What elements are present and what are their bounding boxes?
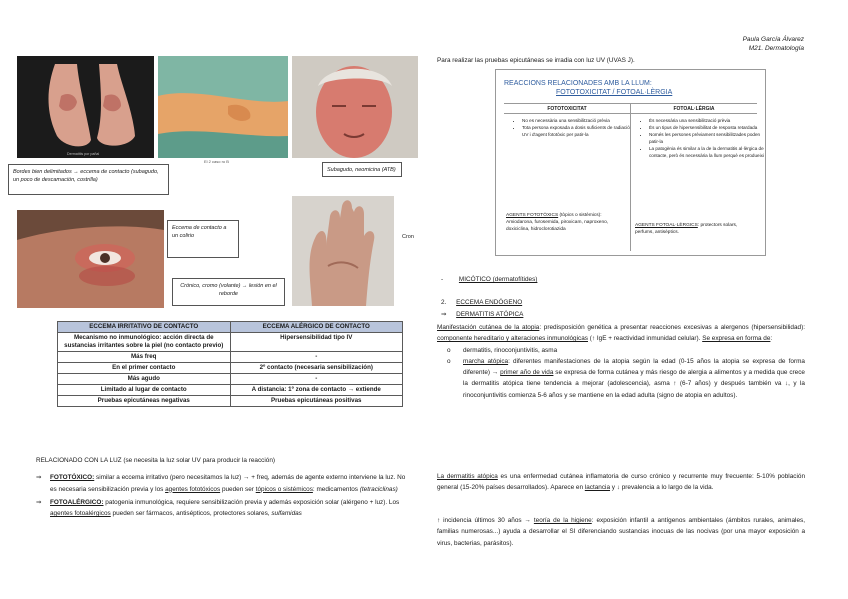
double-arrow-icon: ⇒: [441, 311, 447, 318]
table-cell: Más agudo: [58, 374, 231, 385]
photo-face-man: [292, 56, 418, 158]
feet-image: [17, 56, 154, 158]
col1-agents-list: Amiodarona, furosemida, piroxicam, naproxeno, doxiciclina, hidroclorotiazida: [506, 220, 609, 232]
manifestacion-paragraph: [437, 322, 805, 345]
fotoalergico-item: [36, 497, 406, 520]
bullet-text: dermatitis, rinoconjuntivitis, asma: [463, 346, 558, 354]
fototoxico-text: + freq, además de agente externo interviene la luz. No es necesaria sensibilización previa y los: [50, 474, 406, 493]
tiny-caption-2: El 2 caso ro B: [204, 159, 229, 164]
bullet-label: marcha atópica: [463, 357, 509, 365]
para1-link: lactancia: [584, 484, 611, 492]
higiene-paragraph: [437, 515, 805, 549]
caption-colirio: Eccema de contacto a un colirio: [167, 220, 239, 258]
photo-leg: [158, 56, 288, 158]
fototoxico-example: (tetraciclinas): [359, 485, 398, 493]
table-cell: A distancia: 1º zona de contacto → extiende: [230, 385, 403, 396]
fototoxico-text: similar a eccema irritativo (pero necesitamos la luz): [94, 474, 244, 482]
list-item: • La patogènia és similar a la de la dermatitis al·lèrgica de contacte, però és necessària la llum perquè es produeixi: [649, 145, 764, 159]
arrow-right-icon: →: [243, 474, 250, 482]
fototoxico-topicos: tópicos o sistémicos: [255, 485, 313, 493]
para1-text: y ↓ prevalencia a lo largo de la vida.: [610, 484, 714, 492]
atopia-block: [437, 322, 805, 401]
list-item: • Tota persona exposada a dosis suficients de radiació UV i d'agent fototòxic per patir-la: [522, 124, 632, 138]
subsection-heading: [441, 309, 523, 320]
caption-cron: Cron: [402, 234, 414, 240]
subject: M21. Dermatología: [748, 45, 804, 52]
bullet-mark: o: [447, 357, 451, 365]
table-row: [58, 333, 403, 352]
col2-agents-label: AGENTS FOTOAL·LÈRGICS: [635, 223, 698, 228]
list-item: • Només les persones prèviament sensibilitzades poden patir-la: [649, 131, 764, 145]
col2-header: FOTOAL·LÈRGIA: [673, 106, 715, 112]
prevalencia-paragraph: [437, 471, 805, 494]
col1-agents-label: AGENTS FOTOTÒXICS: [506, 213, 559, 218]
fotoalergico-example: sulfamidas: [271, 510, 302, 518]
photo-eye: [17, 210, 164, 308]
section-heading: [441, 297, 522, 308]
para2-link: teoría de la higiene: [533, 517, 592, 524]
caption-subagudo: Subagudo, neomicina (ATB): [322, 162, 402, 177]
para1-text: es una enfermedad cutánea inflamatoria de curso crónico y recurrente muy frecuente: 5-10% población general (15-20% países desarrollados). Aparece en: [437, 473, 805, 492]
box-subtitle: FOTOTOXICITAT / FOTOAL·LÈRGIA: [556, 89, 673, 96]
manif-text: :: [770, 335, 773, 343]
micotico-label: MICÓTICO (dermatofítides): [458, 276, 538, 283]
caption-bordes: Bordes bien delimitados → eccema de contacto (subagudo, un poco de descamación, costrilla): [8, 164, 169, 195]
eczema-comparison-table: [57, 321, 403, 407]
table-cell: -: [230, 352, 403, 363]
table-header: ECCEMA ALÉRGICO DE CONTACTO: [230, 322, 403, 333]
fototoxico-agents: agentes fototóxicos: [165, 485, 221, 493]
col1-agents: [506, 212, 626, 233]
col1-header: FOTOTOXICITAT: [547, 106, 587, 112]
fototoxico-text: : medicamentos: [312, 485, 360, 493]
table-cell: Mecanismo no inmunológico: acción directa de sustancias irritantes sobre la piel (no contacto previo): [58, 333, 231, 352]
caption-cronico: Crónico, cromo (volante) → lesión en el reborde: [172, 278, 285, 306]
table-row: [58, 363, 403, 374]
manif-label: Manifestación cutánea de la atopia: [437, 324, 540, 331]
para1-label: La dermatitis atópica: [437, 473, 498, 480]
luz-title: RELACIONADO CON LA LUZ (se necesita la luz solar UV para producir la reacción): [36, 457, 276, 464]
para2-text: ↑ incidencia últimos 30 años →: [437, 517, 534, 524]
col1-list: [512, 117, 632, 138]
fotoalergico-text: patogenia inmunológica, requiere sensibilización previa y además exposición solar (alérgeno + luz). Los: [103, 498, 400, 506]
bullet-mark: o: [447, 346, 451, 354]
col2-agents-list: : protectors solars, perfums, antisèptics.: [635, 223, 738, 235]
micotico-line: [441, 274, 537, 285]
box-title: REACCIONS RELACIONADES AMB LA LLUM:: [504, 80, 652, 87]
subsection-title: DERMATITIS ATÓPICA: [456, 311, 524, 318]
bullet-link: primer año de vida: [500, 369, 554, 377]
table-cell: Pruebas epicutáneas negativas: [58, 396, 231, 407]
col2-agents: [635, 222, 757, 236]
section-title: ECCEMA ENDÓGENO: [456, 299, 523, 306]
author: Paula García Álvarez: [742, 36, 804, 43]
fototoxico-label: FOTOTÓXICO:: [50, 474, 95, 482]
manif-text: : predisposición genética a presentar reacciones excesivas a alergenos (hipersensibilidad):: [539, 324, 805, 331]
table-cell: -: [230, 374, 403, 385]
table-header-row: [58, 322, 403, 333]
fotoalergico-agents: agentes fotoalérgicos: [50, 510, 111, 518]
manif-text: (↑ IgE + reactividad inmunidad celular).: [587, 335, 703, 343]
table-row: [58, 385, 403, 396]
right-intro: Para realizar las pruebas epicutáneas se irradia con luz UV (UVAS J).: [437, 57, 635, 64]
table-cell: Limitado al lugar de contacto: [58, 385, 231, 396]
photo-hand: [292, 196, 394, 306]
header: [743, 35, 804, 53]
table-header: ECCEMA IRRITATIVO DE CONTACTO: [58, 322, 231, 333]
double-arrow-icon: ⇒: [36, 498, 42, 506]
face-man-image: [292, 56, 418, 158]
bullet-text: : diferentes manifestaciones de la atopia según la edad (0-15 años la atopia se expresa de forma diferente) →: [463, 357, 805, 377]
hand-image: [292, 196, 394, 306]
fotoalergico-label: FOTOALÉRGICO:: [50, 498, 104, 506]
eye-image: [17, 210, 164, 308]
list-item: • No es necessària una sensibilització prèvia: [522, 117, 632, 124]
list-item: • És un tipus de hipersensibilitat de resposta retardada: [649, 124, 764, 131]
fotoalergico-text: pueden ser fármacos, antisépticos, protectores solares,: [110, 510, 272, 518]
table-cell: 2º contacto (necesaria sensibilización): [230, 363, 403, 374]
manif-link2: Se expresa en forma de: [702, 335, 771, 343]
fototoxico-item: [36, 472, 406, 495]
luz-section: [36, 455, 406, 519]
table-row: [58, 352, 403, 363]
table-row: [58, 396, 403, 407]
fototoxico-text: pueden ser: [220, 485, 256, 493]
bullet-text: se expresa de forma cutánea y más riesgo de alergia a alimentos y a medida que crece la dermatitis atópica tiene tendencia a mejorar (adolescencia), asma ↑ (6-7 años) y después también va ↓, y la rinoconjuntivitis comienza 5-6 años y se mantiene en la edad adulta (signo de atopia en adultos).: [463, 369, 805, 399]
para2-text: : exposición infantil a antígenos ambientales (ámbitos rurales, animales, familias numerosas...) ayuda a desarrollar el SI diferenciando sustancias inocuas de las nocivas (por una mayor exposición a virus, bacterias, parásitos).: [437, 517, 805, 547]
col2-list: [639, 117, 764, 159]
list-item: [437, 356, 805, 401]
tiny-caption-1: Dermatitis por pañal: [67, 152, 100, 156]
table-cell: Pruebas epicutáneas positivas: [230, 396, 403, 407]
list-item: [437, 345, 805, 356]
table-cell: En el primer contacto: [58, 363, 231, 374]
leg-image: [158, 56, 288, 158]
table-row: [58, 374, 403, 385]
photo-feet: [17, 56, 154, 158]
light-reactions-box: [495, 69, 766, 256]
double-arrow-icon: ⇒: [36, 474, 42, 482]
section-number: 2.: [441, 299, 447, 306]
table-cell: Hipersensibilidad tipo IV: [230, 333, 403, 352]
manif-link: componente hereditario y alteraciones inmunológicas: [437, 335, 588, 343]
col1-agents-rest: (tòpics o sistèmics):: [558, 213, 602, 218]
list-item: • És necessària una sensibilització prèvia: [649, 117, 764, 124]
dash-mark: -: [441, 276, 444, 283]
table-cell: Más freq: [58, 352, 231, 363]
